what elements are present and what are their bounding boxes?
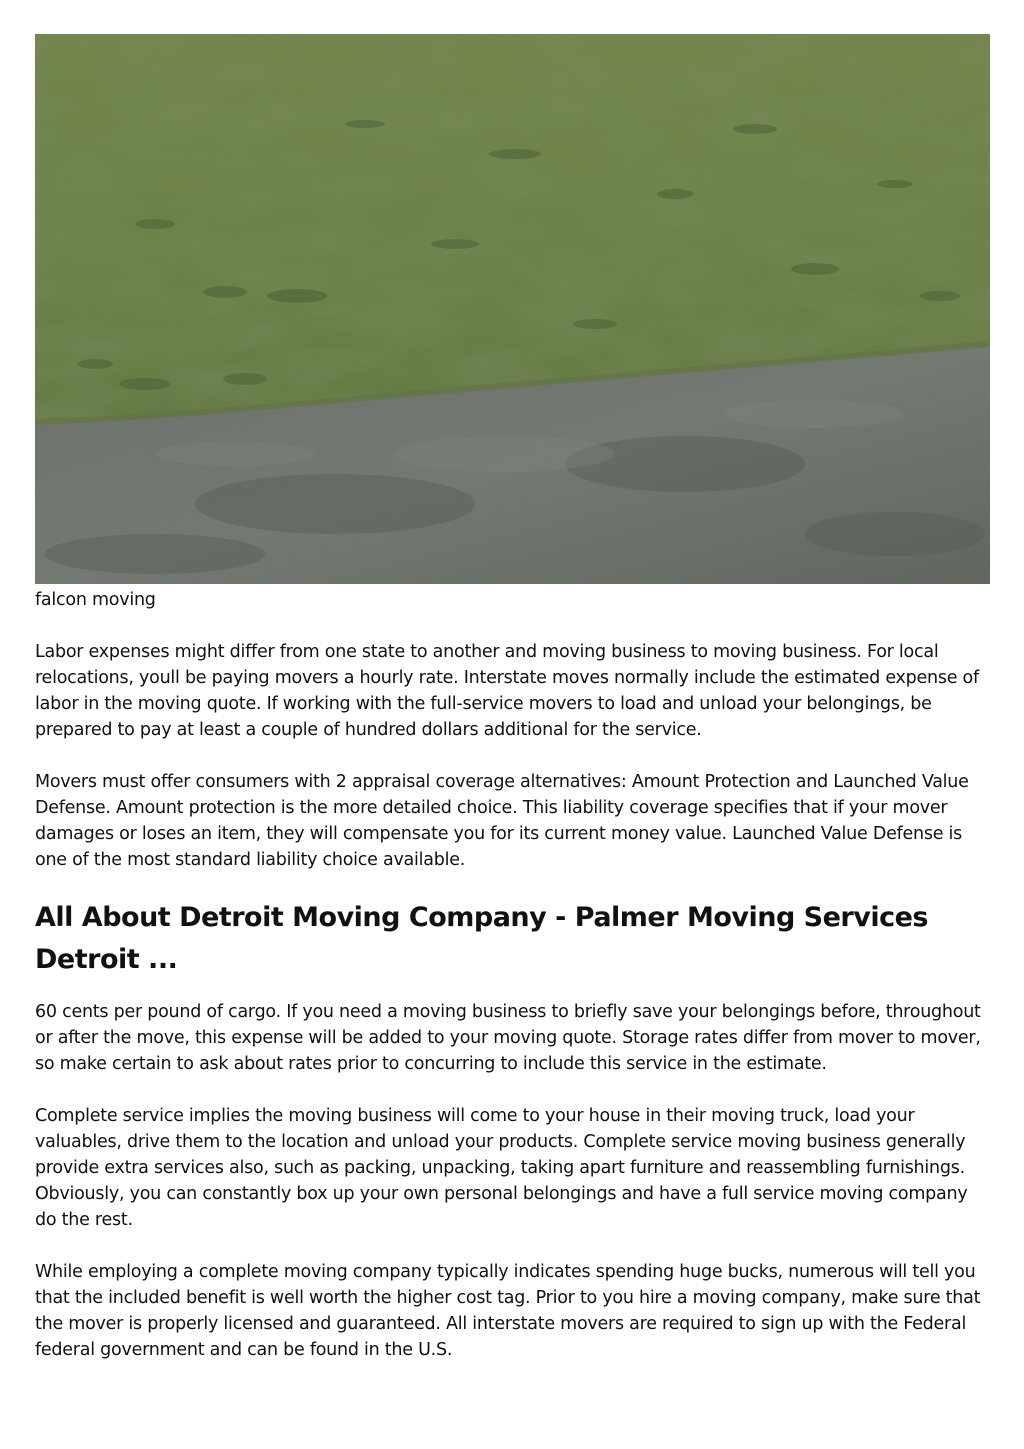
body-paragraph: 60 cents per pound of cargo. If you need a moving business to briefly save your belongings before, throughout or after the move, this expense will be added to your moving quote. Storage rates differ from mover to mover, so make certain to ask about rates prior to concurring to include this service in the estimate.: [35, 1002, 981, 1074]
section-heading: All About Detroit Moving Company - Palmer Moving Services Detroit ...: [35, 902, 928, 975]
body-paragraph: Movers must offer consumers with 2 appraisal coverage alternatives: Amount Protection and Launched Value Defense. Amount protection is the more detailed choice. This liability coverage specifies that if your mover damages or loses an item, they will compensate you for its current money value. Launched Value Defense is one of the most standard liability choice available.: [35, 772, 969, 870]
body-paragraph: Complete service implies the moving business will come to your house in their moving truck, load your valuables, drive them to the location and unload your products. Complete service moving business generally provide extra services also, such as packing, unpacking, taking apart furniture and reassembling furnishings. Obviously, you can constantly box up your own personal belongings and have a full service moving company do the rest.: [35, 1106, 968, 1230]
photo-illustration: [35, 34, 990, 584]
body-paragraph: Labor expenses might differ from one state to another and moving business to moving business. For local relocations, youll be paying movers a hourly rate. Interstate moves normally include the estimated expense of labor in the moving quote. If working with the full-service movers to load and unload your belongings, be prepared to pay at least a couple of hundred dollars additional for the service.: [35, 642, 979, 740]
body-paragraph: While employing a complete moving company typically indicates spending huge bucks, numerous will tell you that the included benefit is well worth the higher cost tag. Prior to you hire a moving company, make sure that the mover is properly licensed and guaranteed. All interstate movers are required to sign up with the Federal federal government and can be found in the U.S.: [35, 1262, 981, 1360]
photo-caption: falcon moving: [35, 590, 156, 610]
article-page: [35, 34, 990, 1363]
grass-gravel-photo: [35, 34, 990, 584]
